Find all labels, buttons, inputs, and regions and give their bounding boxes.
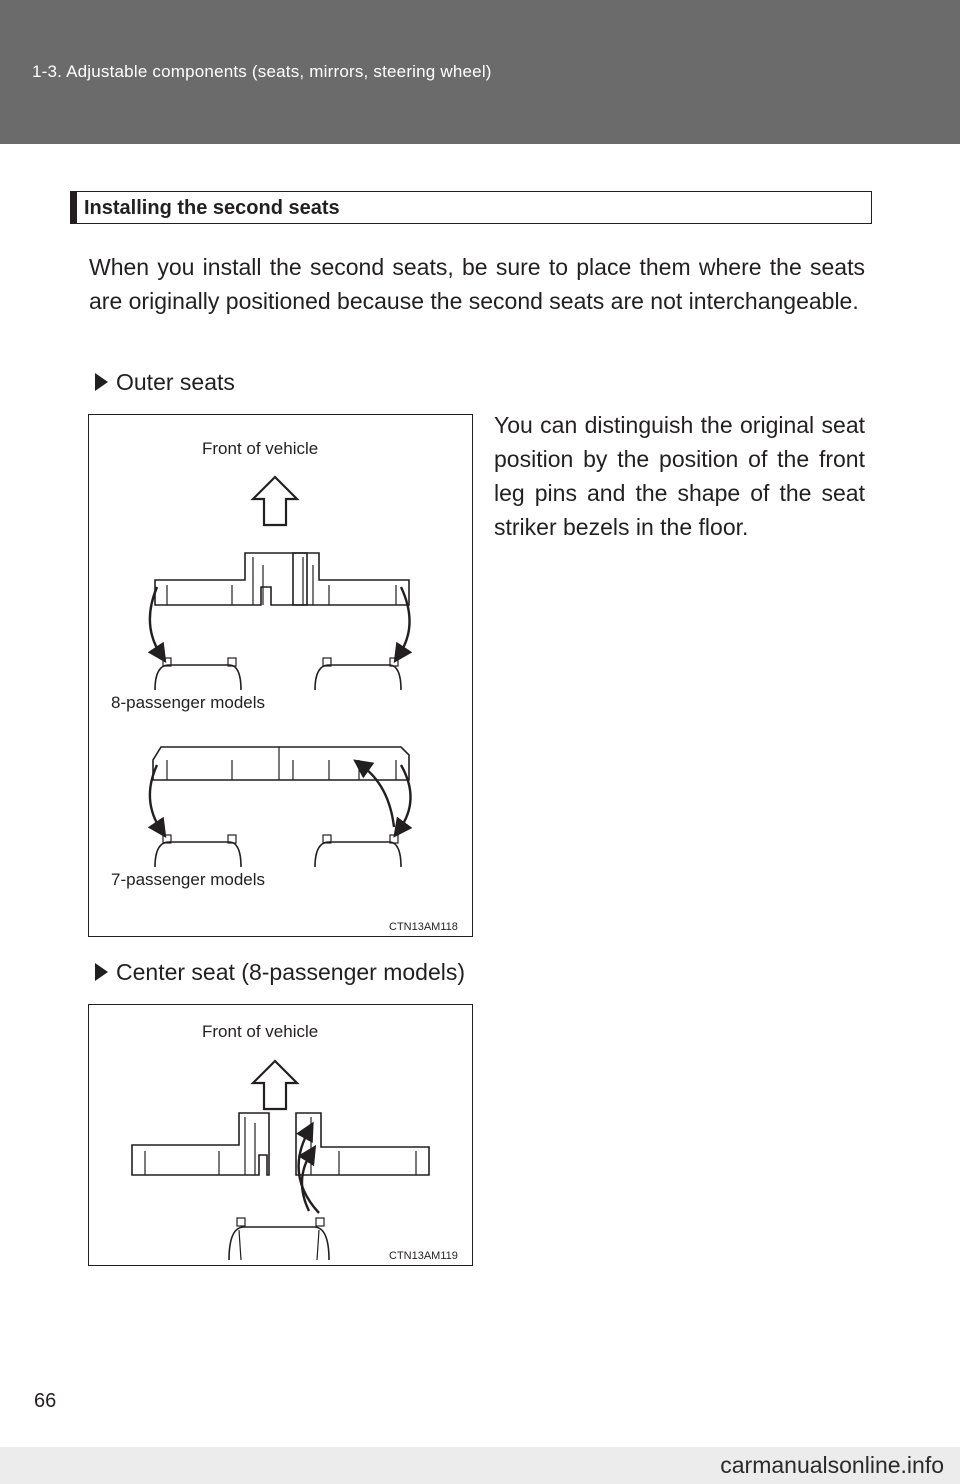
watermark-band <box>0 1447 960 1484</box>
section-heading-text: Installing the second seats <box>84 197 340 219</box>
figure-center-seat <box>88 1004 473 1266</box>
front-arrow-icon <box>253 1061 297 1109</box>
intro-paragraph: When you install the second seats, be sure to place them where the seats are originally positioned because the second seats are not interchangeable. <box>89 254 865 314</box>
seat-right-7p <box>315 842 401 867</box>
bullet-center-seat-label: Center seat (8-passenger models) <box>116 959 465 985</box>
header-band <box>0 0 960 144</box>
bezel-left <box>132 1113 269 1175</box>
center-seat <box>229 1227 329 1260</box>
seat-right-8p <box>315 665 401 690</box>
front-of-vehicle-label: Front of vehicle <box>202 1022 319 1041</box>
bullet-outer-seats-label: Outer seats <box>116 369 235 395</box>
label-7-passenger: 7-passenger models <box>111 870 266 889</box>
bezel-row-7p <box>153 747 409 780</box>
bullet-triangle-icon <box>95 963 108 981</box>
front-of-vehicle-label: Front of vehicle <box>202 439 319 458</box>
watermark-text[interactable]: carmanualsonline.info <box>720 1452 944 1478</box>
figure-code: CTN13AM118 <box>389 921 458 933</box>
chapter-title: 1-3. Adjustable components (seats, mirrors, steering wheel) <box>32 62 492 81</box>
figure-code: CTN13AM119 <box>389 1250 458 1262</box>
bullet-triangle-icon <box>95 373 108 391</box>
heading-accent-bar <box>71 192 77 223</box>
outer-seats-description: You can distinguish the original seat position by the position of the front leg pins and the shape of the seat striker bezels in the floor. <box>494 412 865 540</box>
bezel-center <box>296 1113 429 1175</box>
bullet-center-seat <box>95 957 465 987</box>
page-number: 66 <box>34 1390 57 1412</box>
figure-outer-seats <box>88 414 473 937</box>
bezel-right-8p <box>293 553 409 605</box>
bezel-left-8p <box>155 553 307 605</box>
label-8-passenger: 8-passenger models <box>111 693 266 712</box>
seat-left-7p <box>155 842 241 867</box>
center-seat-illustration <box>89 1005 474 1267</box>
bullet-outer-seats <box>95 367 235 397</box>
front-arrow-icon <box>253 477 297 525</box>
section-heading <box>70 191 872 224</box>
seat-left-8p <box>155 665 241 690</box>
outer-seats-illustration <box>89 415 474 938</box>
